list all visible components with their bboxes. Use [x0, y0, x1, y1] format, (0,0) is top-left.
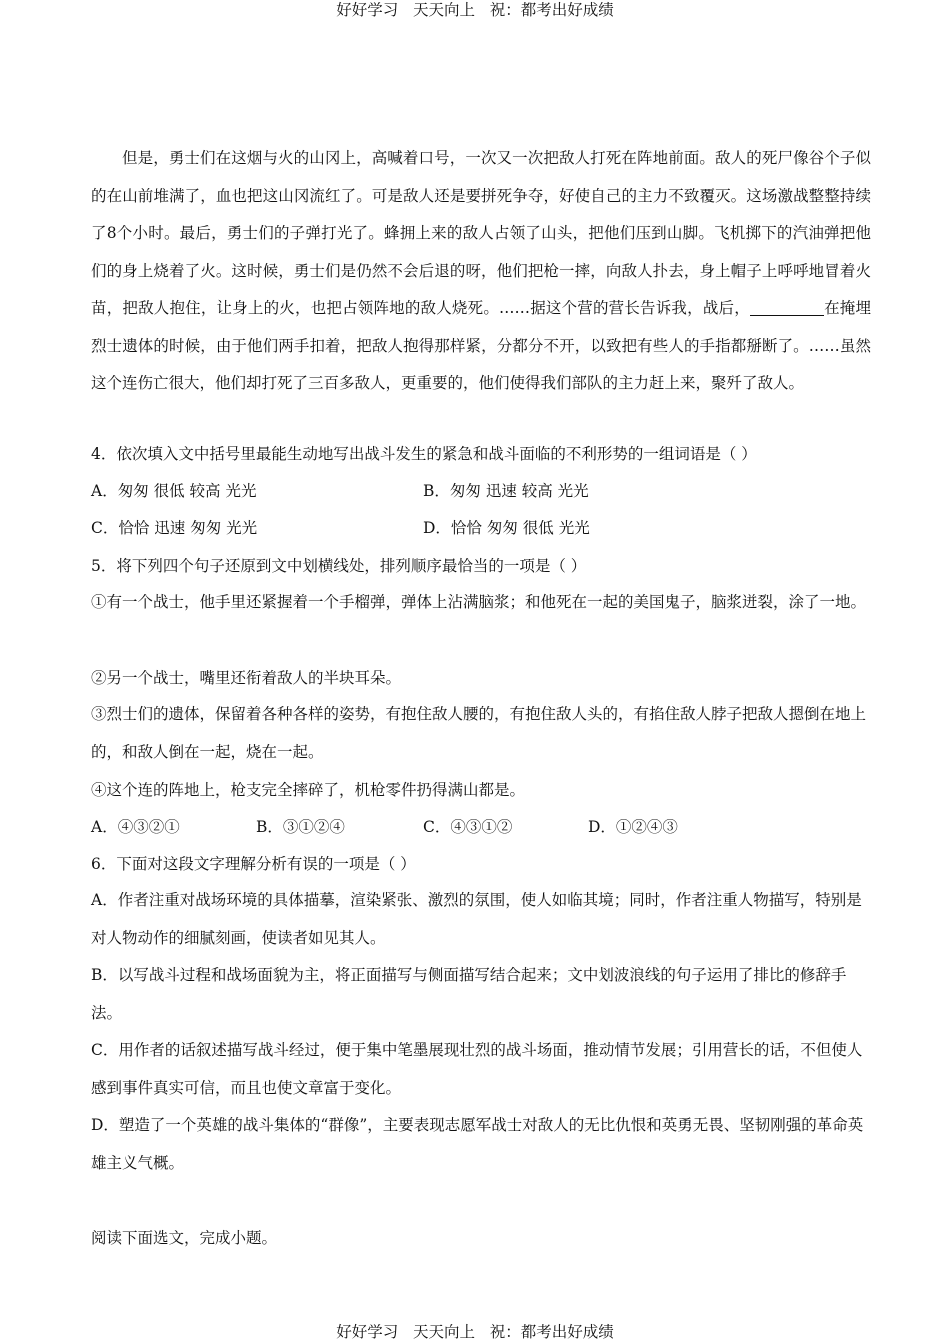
- passage-text-part1: 但是，勇士们在这烟与火的山冈上，高喊着口号，一次又一次把敌人打死在阵地前面。敌人的死尸像谷个子似的在山前堆满了，血也把这山冈流红了。可是敌人还是要拼死争夺，好使自己的主力不致覆灭。这场激战整整持续了8个小时。最后，勇士们的子弹打光了。蜂拥上来的敌人占领了山头，把他们压到山脚。飞机掷下的汽油弹把他们的身上烧着了火。这时候，勇士们是仍然不会后退的呀，他们把枪一摔，向敌人扑去，身上帽子上呼呼地冒着火苗，把敌人抱住，让身上的火，也把占领阵地的敌人烧死。……据这个营的营长告诉我，战后，: [91, 149, 871, 317]
- reading-passage: [91, 140, 871, 403]
- fill-blank: [750, 300, 824, 317]
- q6-option-c: C．用作者的话叙述描写战斗经过，便于集中笔墨展现壮烈的战斗场面，推动情节发展；引用营长的话，不但使人感到事件真实可信，而且也使文章富于变化。: [91, 1041, 863, 1097]
- passage-paragraph: [91, 140, 871, 403]
- q4-option-b: B．匆匆 迅速 较高 光光: [423, 482, 589, 500]
- passage-text-part2: 在掩埋烈士遗体的时候，由于他们两手扣着，把敌人抱得那样紧，分都分不开，以致把有些人的手指都掰断了。……虽然这个连伤亡很大，他们却打死了三百多敌人，更重要的，他们使得我们部队的主力赶上来，聚歼了敌人。: [91, 299, 871, 392]
- q6-option-d: D．塑造了一个英雄的战斗集体的“群像”，主要表现志愿军战士对敌人的无比仇恨和英勇无畏、坚韧刚强的革命英雄主义气概。: [91, 1116, 864, 1172]
- q6-option-a: A．作者注重对战场环境的具体描摹，渲染紧张、激烈的氛围，使人如临其境；同时，作者注重人物描写，特别是对人物动作的细腻刻画，使读者如见其人。: [91, 891, 862, 947]
- q5-option-a: A．④③②①: [91, 818, 180, 836]
- page-footer: 好好学习 天天向上 祝：都考出好成绩: [336, 1323, 614, 1341]
- q5-sentence-1: ①有一个战士，他手里还紧握着一个手榴弹，弹体上沾满脑浆；和他死在一起的美国鬼子，脑浆迸裂，涂了一地。: [91, 593, 867, 611]
- q4-option-d: D．恰恰 匆匆 很低 光光: [423, 519, 590, 537]
- q5-option-b: B．③①②④: [256, 818, 345, 836]
- q5-option-c: C．④③①②: [423, 818, 513, 836]
- q6-stem: 6．下面对这段文字理解分析有误的一项是（ ）: [91, 855, 416, 873]
- next-section-instruction: 阅读下面选文，完成小题。: [91, 1229, 278, 1247]
- q5-option-d: D．①②④③: [588, 818, 678, 836]
- page-header: 好好学习 天天向上 祝：都考出好成绩: [336, 1, 614, 19]
- q5-sentence-4: ④这个连的阵地上，枪支完全摔碎了，机枪零件扔得满山都是。: [91, 781, 526, 799]
- q5-sentence-2: ②另一个战士，嘴里还衔着敌人的半块耳朵。: [91, 669, 402, 687]
- q5-stem: 5．将下列四个句子还原到文中划横线处，排列顺序最恰当的一项是（ ）: [91, 557, 587, 575]
- q4-option-a: A．匆匆 很低 较高 光光: [91, 482, 257, 500]
- q4-option-c: C．恰恰 迅速 匆匆 光光: [91, 519, 258, 537]
- q6-option-b: B．以写战斗过程和战场面貌为主，将正面描写与侧面描写结合起来；文中划波浪线的句子运用了排比的修辞手法。: [91, 966, 847, 1022]
- q4-stem: 4．依次填入文中括号里最能生动地写出战斗发生的紧急和战斗面临的不利形势的一组词语是（ ）: [91, 445, 757, 463]
- q5-sentence-3: ③烈士们的遗体，保留着各种各样的姿势，有抱住敌人腰的，有抱住敌人头的，有掐住敌人脖子把敌人摁倒在地上的，和敌人倒在一起，烧在一起。: [91, 705, 867, 761]
